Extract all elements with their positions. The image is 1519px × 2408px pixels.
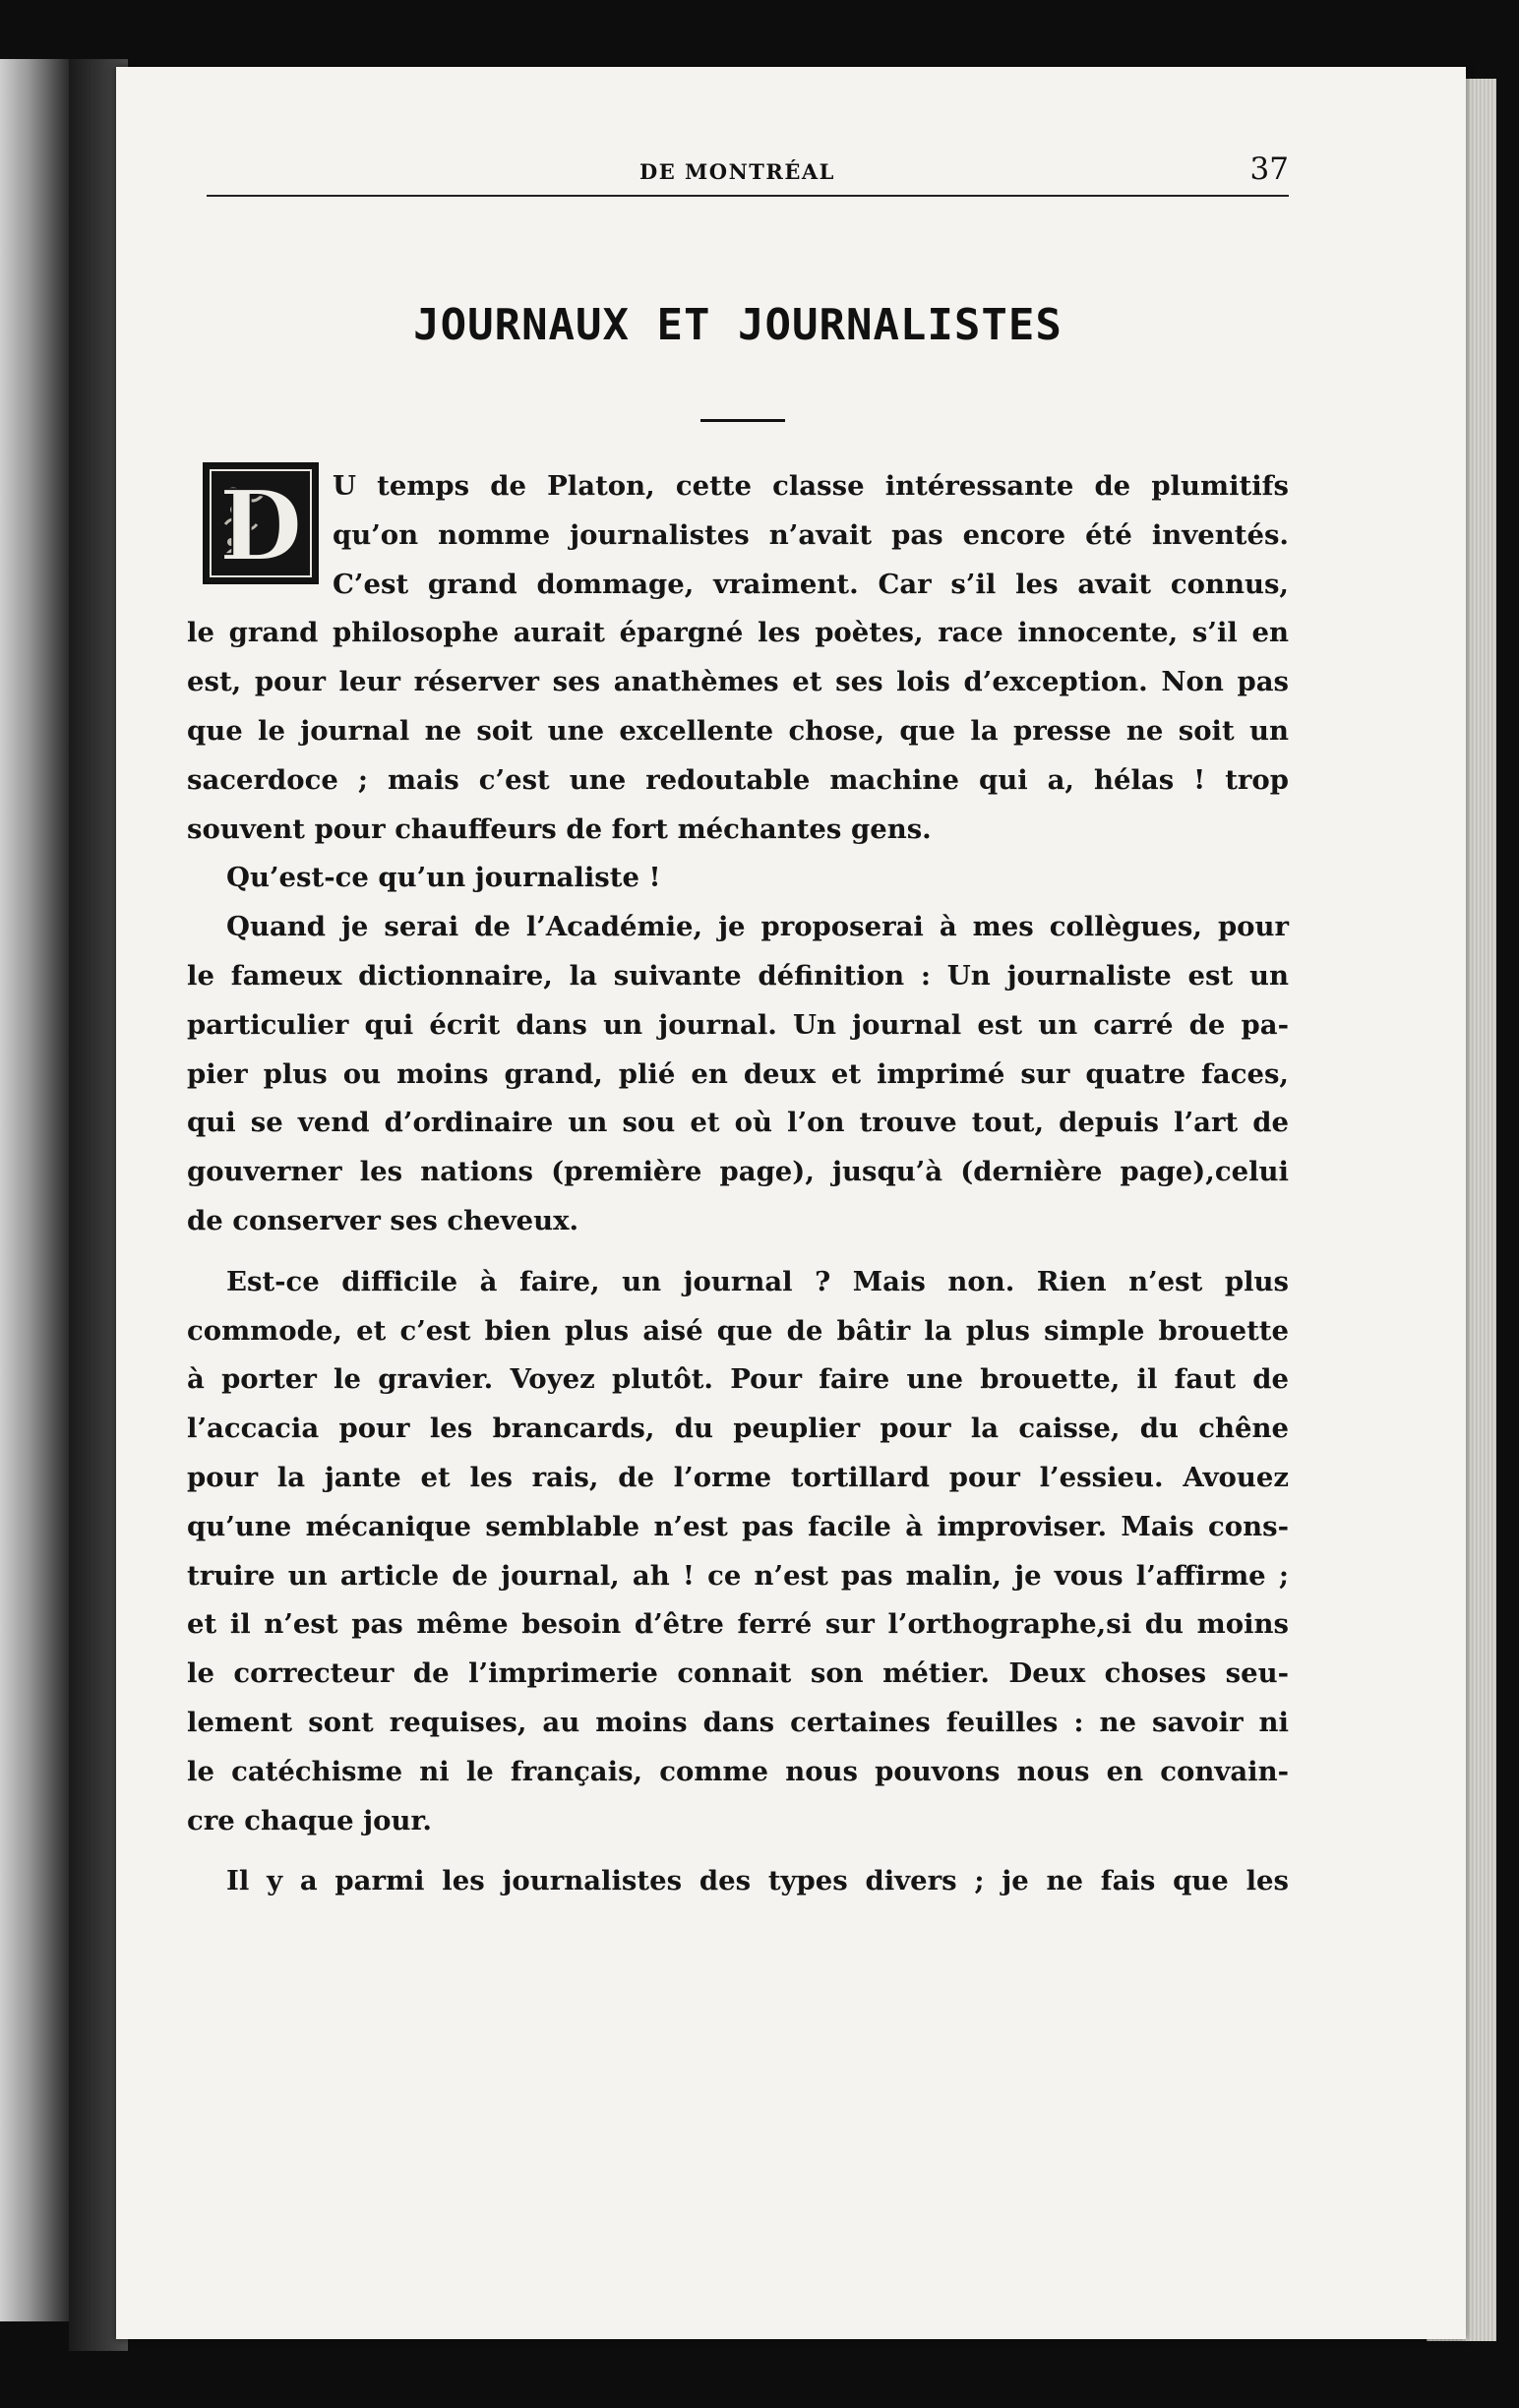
text-line: le catéchisme ni le français, comme nous pouvons nous en convain- [187, 1755, 1289, 1787]
text-line: sacerdoce ; mais c’est une redoutable machine qui a, hélas ! trop [187, 763, 1289, 796]
text-line: pour la jante et les rais, de l’orme tortillard pour l’essieu. Avouez [187, 1461, 1289, 1493]
text-line: commode, et c’est bien plus aisé que de bâtir la plus simple brouette [187, 1314, 1289, 1347]
text-line: de conserver ses cheveux. [187, 1204, 579, 1236]
running-header [207, 146, 1289, 197]
page-number: 37 [1249, 151, 1289, 187]
text-line: Qu’est-ce qu’un journaliste ! [226, 862, 661, 894]
title-rule [700, 419, 785, 422]
text-line: à porter le gravier. Voyez plutôt. Pour faire une brouette, il faut de [187, 1363, 1289, 1396]
text-line: U temps de Platon, cette classe intéressante de plumitifs [333, 470, 1289, 502]
text-line: que le journal ne soit une excellente chose, que la presse ne soit un [187, 714, 1289, 747]
body-text [187, 462, 1289, 1906]
text-line: pier plus ou moins grand, plié en deux et imprimé sur quatre faces, [187, 1057, 1289, 1090]
text-line: Quand je serai de l’Académie, je proposerai à mes collègues, pour [226, 911, 1289, 943]
text-line: lement sont requises, au moins dans certaines feuilles : ne savoir ni [187, 1706, 1289, 1738]
text-line: le fameux dictionnaire, la suivante définition : Un journaliste est un [187, 959, 1289, 992]
text-line: qu’on nomme journalistes n’avait pas encore été inventés. [333, 518, 1289, 551]
text-line: et il n’est pas même besoin d’être ferré sur l’orthographe,si du moins [187, 1608, 1289, 1641]
text-line: le correcteur de l’imprimerie connait son métier. Deux choses seu- [187, 1657, 1289, 1690]
text-line: C’est grand dommage, vraiment. Car s’il les avait connus, [333, 568, 1289, 600]
chapter-title: JOURNAUX ET JOURNALISTES [413, 300, 1063, 350]
left-page-edge [0, 59, 69, 2321]
text-line: Il y a parmi les journalistes des types divers ; je ne fais que les [226, 1865, 1289, 1897]
text-line: truire un article de journal, ah ! ce n’est pas malin, je vous l’affirme ; [187, 1559, 1289, 1592]
text-line: qu’une mécanique semblable n’est pas facile à improviser. Mais cons- [187, 1510, 1289, 1542]
text-line: gouverner les nations (première page), jusqu’à (dernière page),celui [187, 1156, 1289, 1188]
text-line: particulier qui écrit dans un journal. Un journal est un carré de pa- [187, 1008, 1289, 1041]
text-line: Est-ce difficile à faire, un journal ? Mais non. Rien n’est plus [226, 1265, 1289, 1297]
text-line: l’accacia pour les brancards, du peuplier pour la caisse, du chêne [187, 1413, 1289, 1445]
text-line: cre chaque jour. [187, 1804, 432, 1836]
drop-cap-letter: D [218, 470, 303, 581]
text-line: souvent pour chauffeurs de fort méchantes gens. [187, 813, 932, 845]
text-line: le grand philosophe aurait épargné les poètes, race innocente, s’il en [187, 617, 1289, 649]
text-line: est, pour leur réserver ses anathèmes et ses lois d’exception. Non pas [187, 666, 1289, 698]
text-line: qui se vend d’ordinaire un sou et où l’on trouve tout, depuis l’art de [187, 1107, 1289, 1139]
running-title: DE MONTRÉAL [639, 159, 835, 184]
